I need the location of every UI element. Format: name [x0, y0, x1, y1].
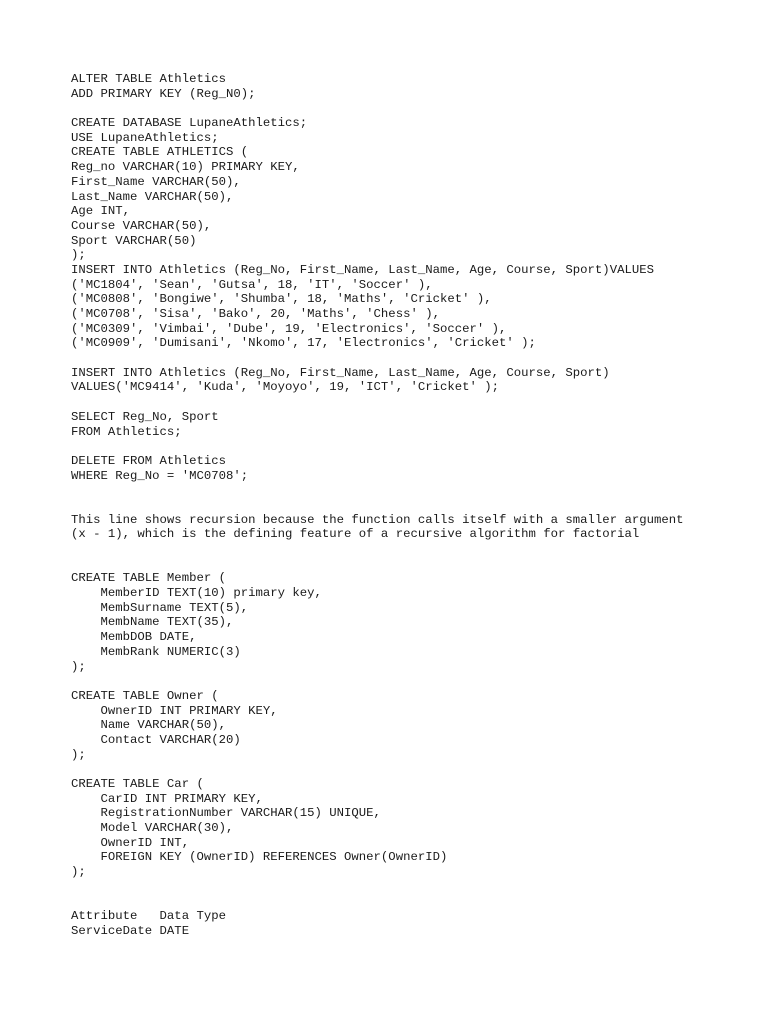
- text-line: First_Name VARCHAR(50),: [71, 174, 241, 189]
- text-line: Contact VARCHAR(20): [71, 732, 241, 747]
- text-line: Reg_no VARCHAR(10) PRIMARY KEY,: [71, 160, 300, 175]
- text-line: ('MC0309', 'Vimbai', 'Dube', 19, 'Electronics', 'Soccer' ),: [71, 321, 507, 336]
- blank-line: [71, 542, 751, 557]
- text-line: Model VARCHAR(30),: [71, 821, 234, 836]
- blank-line: [71, 557, 751, 572]
- text-line: RegistrationNumber VARCHAR(15) UNIQUE,: [71, 806, 381, 821]
- blank-line: [71, 395, 751, 410]
- text-line: WHERE Reg_No = 'MC0708';: [71, 468, 249, 483]
- text-line: (x - 1), which is the defining feature of a recursive algorithm for factorial: [71, 527, 640, 542]
- text-line: INSERT INTO Athletics (Reg_No, First_Name, Last_Name, Age, Course, Sport)VALUES: [71, 262, 654, 277]
- text-line: );: [71, 747, 86, 762]
- text-line: ('MC1804', 'Sean', 'Gutsa', 18, 'IT', 'Soccer' ),: [71, 277, 433, 292]
- text-line: CREATE TABLE Member (: [71, 571, 226, 586]
- blank-line: [71, 498, 751, 513]
- blank-line: [71, 674, 751, 689]
- blank-line: [71, 439, 751, 454]
- text-line: );: [71, 248, 86, 263]
- text-line: Course VARCHAR(50),: [71, 218, 212, 233]
- text-line: VALUES('MC9414', 'Kuda', 'Moyoyo', 19, 'ICT', 'Cricket' );: [71, 380, 500, 395]
- text-line: MembName TEXT(35),: [71, 615, 234, 630]
- text-line: MembSurname TEXT(5),: [71, 600, 249, 615]
- text-line: ServiceDate DATE: [71, 923, 190, 938]
- text-line: INSERT INTO Athletics (Reg_No, First_Name, Last_Name, Age, Course, Sport): [71, 365, 610, 380]
- text-line: ADD PRIMARY KEY (Reg_N0);: [71, 86, 256, 101]
- text-line: FOREIGN KEY (OwnerID) REFERENCES Owner(OwnerID): [71, 850, 448, 865]
- text-line: MembRank NUMERIC(3): [71, 644, 241, 659]
- text-line: FROM Athletics;: [71, 424, 182, 439]
- text-line: );: [71, 865, 86, 880]
- blank-line: [71, 351, 751, 366]
- text-line: USE LupaneAthletics;: [71, 130, 219, 145]
- text-line: CarID INT PRIMARY KEY,: [71, 791, 263, 806]
- text-line: CREATE TABLE ATHLETICS (: [71, 145, 249, 160]
- text-line: Last_Name VARCHAR(50),: [71, 189, 234, 204]
- text-line: OwnerID INT,: [71, 835, 190, 850]
- text-line: Age INT,: [71, 204, 131, 219]
- text-line: OwnerID INT PRIMARY KEY,: [71, 703, 278, 718]
- text-line: CREATE DATABASE LupaneAthletics;: [71, 116, 308, 131]
- text-line: SELECT Reg_No, Sport: [71, 409, 219, 424]
- text-line: ALTER TABLE Athletics: [71, 72, 226, 86]
- text-line: CREATE TABLE Owner (: [71, 688, 219, 703]
- blank-line: [71, 483, 751, 498]
- text-line: MembDOB DATE,: [71, 630, 197, 645]
- text-line: ('MC0708', 'Sisa', 'Bako', 20, 'Maths', 'Chess' ),: [71, 307, 440, 321]
- text-line: ('MC0909', 'Dumisani', 'Nkomo', 17, 'Electronics', 'Cricket' );: [71, 336, 536, 351]
- text-line: DELETE FROM Athletics: [71, 453, 226, 468]
- text-line: MemberID TEXT(10) primary key,: [71, 586, 322, 601]
- text-line: This line shows recursion because the function calls itself with a smaller argument: [71, 512, 684, 527]
- blank-line: [71, 101, 751, 116]
- text-line: );: [71, 659, 86, 674]
- blank-line: [71, 880, 751, 895]
- text-line: ('MC0808', 'Bongiwe', 'Shumba', 18, 'Maths', 'Cricket' ),: [71, 292, 492, 307]
- document-page: [71, 72, 751, 939]
- text-line: Name VARCHAR(50),: [71, 718, 226, 733]
- text-line: CREATE TABLE Car (: [71, 777, 204, 791]
- text-line: Sport VARCHAR(50): [71, 233, 197, 248]
- blank-line: [71, 895, 751, 910]
- blank-line: [71, 762, 751, 777]
- text-line: Attribute Data Type: [71, 909, 226, 924]
